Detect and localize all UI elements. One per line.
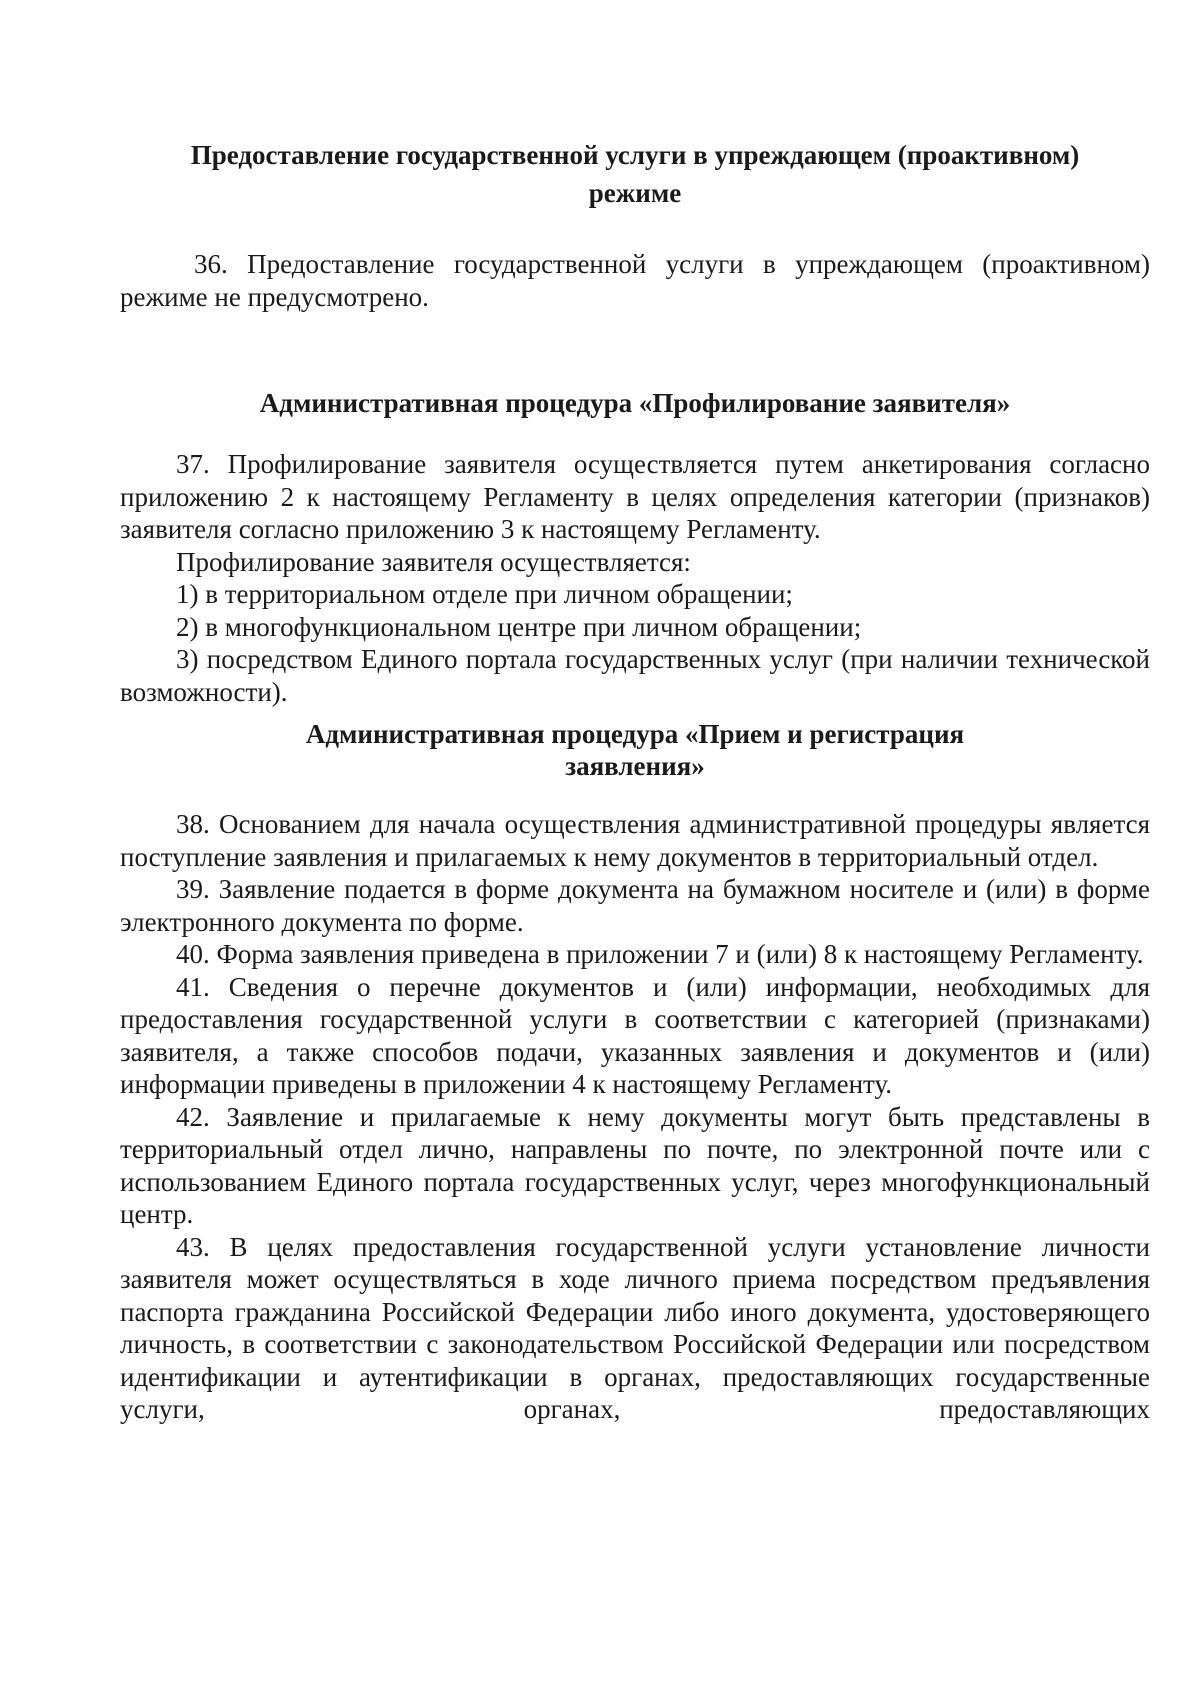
list-item-2: 2) в многофункциональном центре при личном обращении; bbox=[176, 611, 862, 642]
heading-reception-line2: заявления» bbox=[565, 751, 705, 781]
paragraph-41: 41. Сведения о перечне документов и (или) информации, необходимых для предоставления государственной услуги в соответствии с категорией (признаками) заявителя, а также способов подачи, указанных заявления и документов и (или) информации приведены в приложении 4 к настоящему Регламенту. bbox=[120, 971, 1150, 1099]
paragraph-40: 40. Форма заявления приведена в приложении 7 и (или) 8 к настоящему Регламенту. bbox=[176, 939, 1144, 969]
heading-proactive-line2: режиме bbox=[588, 178, 682, 208]
paragraph-37-intro: Профилирование заявителя осуществляется: bbox=[176, 546, 691, 577]
paragraph-36: 36. Предоставление государственной услуги в упреждающем (проактивном) режиме не предусмотрено. bbox=[120, 249, 1150, 312]
heading-proactive bbox=[120, 136, 1150, 212]
list-item-1: 1) в территориальном отделе при личном обращении; bbox=[176, 579, 793, 609]
heading-reception bbox=[120, 718, 1150, 782]
paragraph-42: 42. Заявление и прилагаемые к нему документы могут быть представлены в территориальный отдел лично, направлены по почте, по электронной почте или с использованием Единого портала государственных услуг, через многофункциональный центр. bbox=[120, 1101, 1150, 1229]
paragraph-38: 38. Основанием для начала осуществления административной процедуры является поступление заявления и прилагаемых к нему документов в территориальный отдел. bbox=[120, 809, 1150, 872]
paragraph-39: 39. Заявление подается в форме документа на бумажном носителе и (или) в форме электронного документа по форме. bbox=[120, 874, 1150, 937]
paragraph-43: 43. В целях предоставления государственной услуги установление личности заявителя может осуществляться в ходе личного приема посредством предъявления паспорта гражданина Российской Федерации либо иного документа, удостоверяющего личность, в соответствии с законодательством Российской Федерации или посредством идентификации и аутентификации в органах, предоставляющих государственные услуги, органах, предоставляющих bbox=[120, 1231, 1150, 1424]
heading-proactive-line1: Предоставление государственной услуги в упреждающем (проактивном) bbox=[190, 140, 1080, 170]
heading-profiling bbox=[120, 384, 1150, 422]
list-item-3: 3) посредством Единого портала государственных услуг (при наличии технической возможности). bbox=[120, 644, 1150, 707]
heading-reception-line1: Административная процедура «Прием и регистрация bbox=[305, 719, 965, 749]
paragraph-37: 37. Профилирование заявителя осуществляется путем анкетирования согласно приложению 2 к настоящему Регламенту в целях определения категории (признаков) заявителя согласно приложению 3 к настоящему Регламенту. bbox=[120, 449, 1150, 544]
section-reception-body bbox=[120, 808, 1150, 1426]
heading-profiling-text: Административная процедура «Профилирование заявителя» bbox=[259, 388, 1011, 418]
section-proactive-body bbox=[120, 248, 1150, 313]
section-profiling-body bbox=[120, 448, 1150, 708]
